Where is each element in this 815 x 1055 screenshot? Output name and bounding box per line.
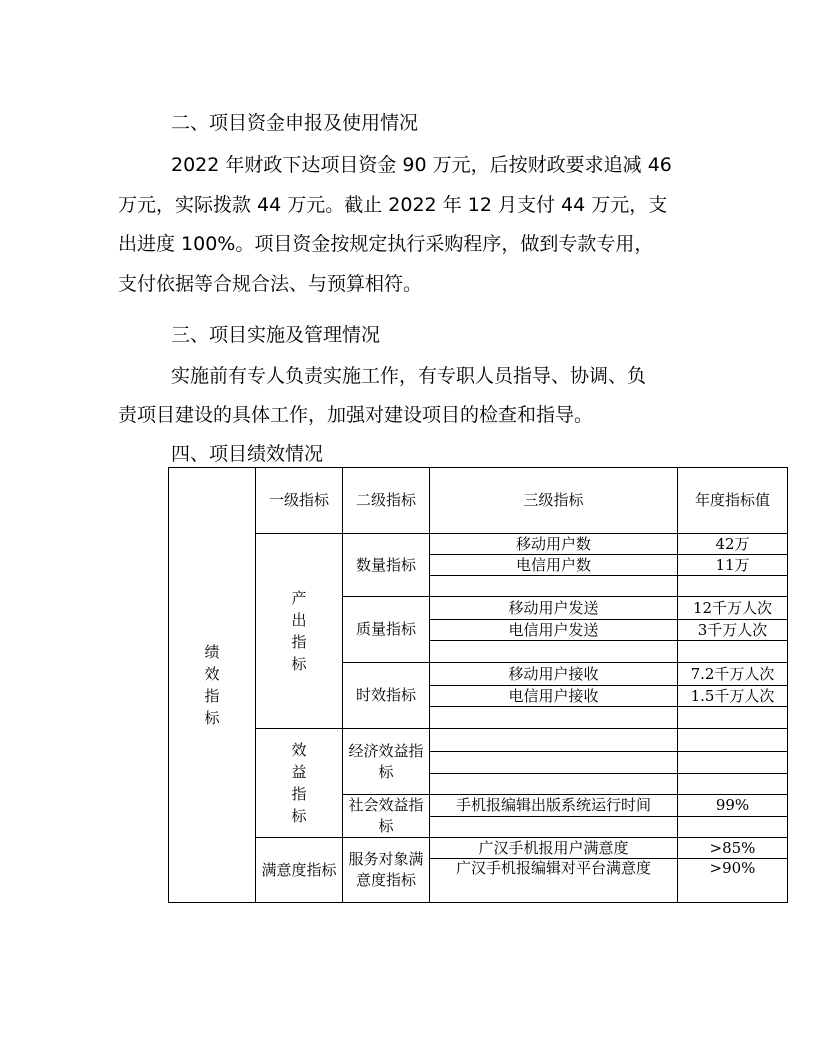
table-row xyxy=(169,838,788,859)
indicator-value: 99% xyxy=(678,795,788,817)
table-header-row xyxy=(169,468,788,534)
section-3-line-1: 实施前有专人负责实施工作，有专职人员指导、协调、负 xyxy=(171,365,647,387)
indicator-name: 电信用户数 xyxy=(430,555,678,576)
indicator-value: 42万 xyxy=(678,534,788,555)
header-annual-value: 年度指标值 xyxy=(678,468,788,534)
indicator-name: 移动用户发送 xyxy=(430,597,678,620)
indicator-value: 7.2千万人次 xyxy=(678,663,788,686)
indicator-name xyxy=(430,707,678,729)
indicator-value xyxy=(678,707,788,729)
section-2-line-1: 2022 年财政下达项目资金 90 万元，后按财政要求追减 46 xyxy=(171,154,672,176)
indicator-value xyxy=(678,729,788,752)
indicator-value xyxy=(678,576,788,597)
indicator-value: 11万 xyxy=(678,555,788,576)
table-row xyxy=(169,534,788,555)
social-benefit-cell: 社会效益指标 xyxy=(343,795,430,838)
indicator-value xyxy=(678,641,788,663)
section-2-line-4: 支付依据等合规合法、与预算相符。 xyxy=(118,273,423,295)
performance-table xyxy=(168,467,788,903)
indicator-name: 移动用户接收 xyxy=(430,663,678,686)
table-row xyxy=(169,729,788,752)
indicator-value xyxy=(678,817,788,838)
performance-indicator-cell: 绩效指标 xyxy=(169,468,256,903)
indicator-value xyxy=(678,752,788,774)
satisfaction-indicator-cell: 满意度指标 xyxy=(256,838,343,903)
indicator-name xyxy=(430,576,678,597)
section-3-heading: 三、项目实施及管理情况 xyxy=(171,324,381,346)
indicator-name xyxy=(430,641,678,663)
section-4-heading: 四、项目绩效情况 xyxy=(171,443,324,465)
indicator-value: 1.5千万人次 xyxy=(678,686,788,707)
quantity-indicator-cell: 数量指标 xyxy=(343,534,430,597)
header-level2: 二级指标 xyxy=(343,468,430,534)
output-indicator-cell: 产出指标 xyxy=(256,534,343,729)
indicator-value: 3千万人次 xyxy=(678,620,788,641)
timeliness-indicator-cell: 时效指标 xyxy=(343,663,430,729)
economic-benefit-cell: 经济效益指标 xyxy=(343,729,430,795)
indicator-value xyxy=(678,774,788,795)
indicator-name xyxy=(430,774,678,795)
service-satisfaction-cell: 服务对象满意度指标 xyxy=(343,838,430,903)
indicator-value: >85% xyxy=(678,838,788,859)
indicator-value: >90% xyxy=(678,859,788,903)
indicator-value: 12千万人次 xyxy=(678,597,788,620)
indicator-name: 广汉手机报编辑对平台满意度 xyxy=(430,859,678,903)
indicator-name xyxy=(430,752,678,774)
benefit-indicator-cell: 效益指标 xyxy=(256,729,343,838)
indicator-name: 电信用户发送 xyxy=(430,620,678,641)
header-level3: 三级指标 xyxy=(430,468,678,534)
section-2-line-2: 万元，实际拨款 44 万元。截止 2022 年 12 月支付 44 万元，支 xyxy=(118,194,668,216)
indicator-name: 电信用户接收 xyxy=(430,686,678,707)
indicator-name xyxy=(430,729,678,752)
section-2-heading: 二、项目资金申报及使用情况 xyxy=(171,112,419,134)
header-level1: 一级指标 xyxy=(256,468,343,534)
quality-indicator-cell: 质量指标 xyxy=(343,597,430,663)
section-3-line-2: 责项目建设的具体工作，加强对建设项目的检查和指导。 xyxy=(118,404,594,426)
indicator-name: 广汉手机报用户满意度 xyxy=(430,838,678,859)
indicator-name: 手机报编辑出版系统运行时间 xyxy=(430,795,678,817)
section-2-line-3: 出进度 100%。项目资金按规定执行采购程序，做到专款专用， xyxy=(118,233,654,255)
indicator-name: 移动用户数 xyxy=(430,534,678,555)
indicator-name xyxy=(430,817,678,838)
